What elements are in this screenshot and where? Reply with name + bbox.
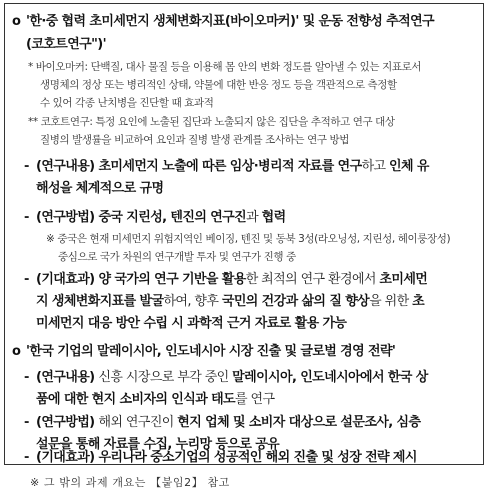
section1-bullet: o [12, 14, 21, 29]
section1-title-line1 [12, 10, 434, 29]
s1-method-note-line1: ※ 중국은 현재 미세먼지 위험지역인 베이징, 텐진 및 동북 3성(라오닝성, 지린성, 헤이룽장성) [46, 233, 451, 245]
footnote-biomarker-line1: * 바이오마커: 단백질, 대사 물질 등을 이용해 몸 안의 변화 정도를 알아낼 수 있는 지표로서 [28, 61, 422, 73]
section2-title: o '한국 기업의 말레이시아, 인도네시아 시장 진출 및 글로벌 경영 전략' [12, 344, 396, 359]
s1-effect-line2: 지 생체변화지표를 발굴하여, 향후 국민의 건강과 삶의 질 향상을 위한 초 [36, 294, 425, 309]
s2-content-line1: - (연구내용) 신흥 시장으로 부각 중인 말레이시아, 인도네시아에서 한국 상 [24, 370, 428, 385]
footnote-biomarker-line2: 생명체의 정상 또는 병리적인 상태, 약물에 대한 반응 정도 등을 객관적으로 측정할 [40, 79, 397, 91]
section2-bullet: o [12, 344, 21, 359]
s2-content-line2: 품에 대한 현지 소비자의 인식과 태도를 연구 [36, 392, 275, 407]
s1-method-line: - (연구방법) 중국 지린성, 텐진의 연구진과 협력 [24, 210, 286, 225]
s1-effect-line3: 미세먼지 대응 방안 수립 시 과학적 근거 자료로 활용 가능 [36, 316, 347, 331]
s1-content-line1: - (연구내용) 초미세먼지 노출에 따른 임상·병리적 자료를 연구하고 인체 유 [24, 159, 429, 174]
s1-effect-line1: - (기대효과) 양 국가의 연구 기반을 활용한 최적의 연구 환경에서 초미세먼 [24, 272, 428, 287]
section1-title-text: '한·중 협력 초미세먼지 생체변화지표(바이오마커)' 및 운동 전향성 추적연구 [26, 14, 435, 29]
footnote-cohort-line1: ** 코호트연구: 특정 요인에 노출된 집단과 노출되지 않은 집단을 추적하고 연구 대상 [28, 116, 395, 128]
s2-method-line1: - (연구방법) 해외 연구진이 현지 업체 및 소비자 대상으로 설문조사, 심층 [24, 415, 421, 430]
s1-content-line2: 해성을 체계적으로 규명 [36, 181, 164, 196]
s1-method-note-line2: 중심으로 국가 차원의 연구개발 투자 및 연구가 진행 중 [58, 251, 296, 263]
footnote-cohort-line2: 질병의 발생률을 비교하여 요인과 질병 발생 관계를 조사하는 연구 방법 [40, 134, 349, 146]
footer-note: ※ 그 밖의 과제 개요는 【붙임2】 참고 [30, 476, 230, 489]
section1-title-line2: (코호트연구")' [26, 37, 107, 52]
footnote-biomarker-line3: 수 있어 각종 난치병을 진단할 때 효과적 [40, 97, 214, 109]
s2-method-line2: 설문을 통해 자료를 수집, 누리망 등으로 공유 [36, 437, 280, 452]
s2-effect-line: - (기대효과) 우리나라 중소기업의 성공적인 해외 진출 및 성장 전략 제시 [24, 450, 417, 465]
